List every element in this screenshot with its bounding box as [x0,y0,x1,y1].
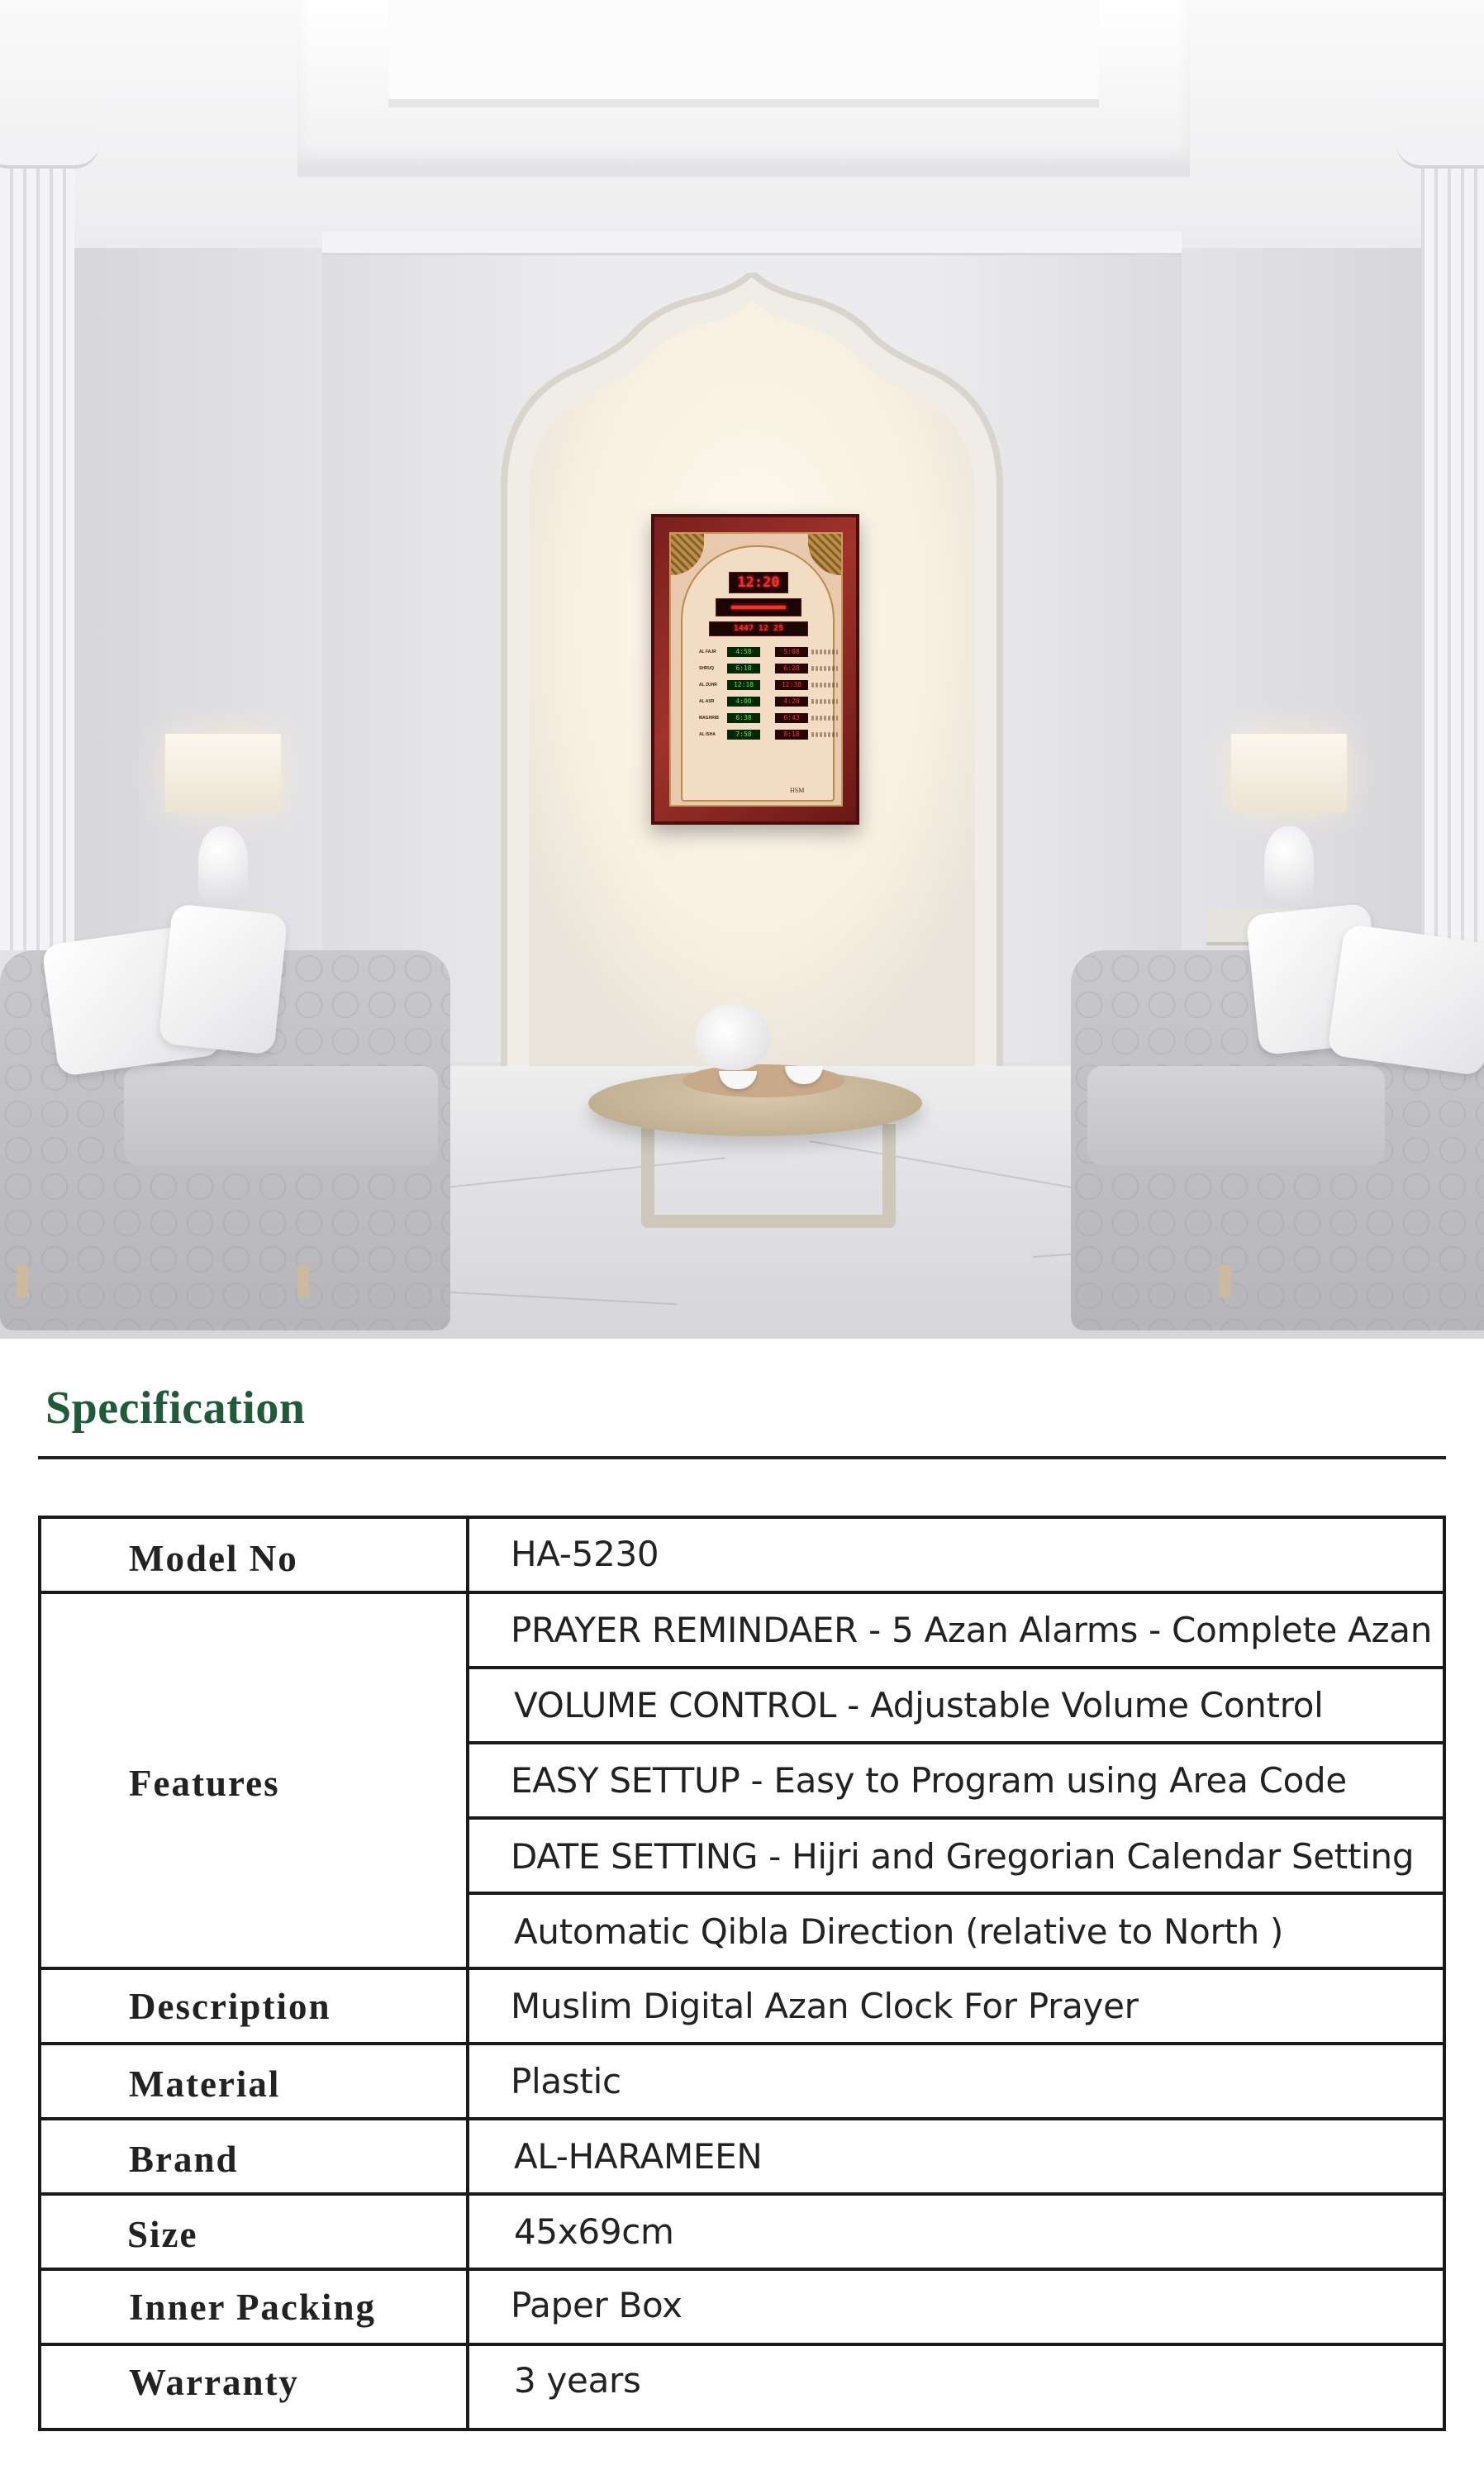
iqama-time-display: 5:08 [775,647,808,657]
column-right [1421,124,1484,950]
value-inner-packing: Paper Box [511,2285,683,2325]
prayer-row [699,679,838,691]
sofa-right [1071,901,1484,1314]
prayer-row [699,646,838,658]
label-size: Size [127,2214,198,2255]
label-warranty: Warranty [129,2362,299,2403]
column-right-capital [1396,124,1484,169]
iqama-time-display: 4:20 [775,697,808,707]
azan-time-display: 7:58 [727,730,760,740]
lamp-left-shade [165,734,281,812]
spec-divider [38,1456,1446,1459]
value-warranty: 3 years [514,2360,641,2401]
value-description: Muslim Digital Azan Clock For Prayer [511,1986,1139,2026]
arabic-prayer-label [811,699,838,704]
prayer-name: AL ISHA [699,732,716,737]
label-inner-packing: Inner Packing [129,2287,376,2328]
azan-time-display: 12:18 [727,680,760,690]
prayer-name: AL ASR [699,699,715,704]
label-material: Material [129,2063,281,2105]
column-divider [466,1519,469,2428]
sofa-left [0,901,463,1314]
prayer-name: MAGHRIB [699,716,719,721]
pillow [1327,924,1484,1077]
azan-time-display: 4:58 [727,647,760,657]
arabic-prayer-label [811,666,838,671]
azan-time-display: 4:00 [727,697,760,707]
wall-cornice [322,231,1182,255]
iqama-time-display: 12:38 [775,680,808,690]
column-left [0,124,74,950]
value-brand: AL-HARAMEEN [514,2136,763,2177]
pillow [158,903,288,1055]
value-size: 45x69cm [514,2211,674,2252]
ornament-corner [671,534,704,575]
spec-title: Specification [45,1383,306,1434]
azan-time-display: 6:38 [727,713,760,723]
value-feature-5: Automatic Qibla Direction (relative to North ) [514,1911,1284,1952]
lamp-right-shade [1231,734,1347,812]
spec-table [38,1516,1446,2431]
label-model-no: Model No [129,1538,298,1579]
clock-time-display: 12:20 [729,572,788,593]
prayer-name: AL FAJR [699,650,716,654]
prayer-row [699,729,838,740]
iqama-time-display: 6:28 [775,664,808,673]
hijri-month-display [716,598,801,616]
prayer-name: AL ZUHR [699,683,717,688]
arabic-prayer-label [811,732,838,737]
prayer-row [699,696,838,707]
brand-mark: HSM [790,787,805,794]
value-feature-1: PRAYER REMINDAER - 5 Azan Alarms - Complete Azan [511,1610,1433,1650]
value-model-no: HA-5230 [511,1534,659,1574]
side-wall-left [50,248,331,992]
prayer-name: SHRUQ [699,666,715,671]
hijri-date-display: 1447 12 25 [709,621,808,636]
prayer-row [699,712,838,724]
teapot [696,1004,770,1070]
azan-time-display: 6:18 [727,664,760,673]
coffee-table-base [641,1124,896,1228]
ceiling-tray-inner [388,0,1099,107]
iqama-time-display: 6:43 [775,713,808,723]
value-feature-3: EASY SETTUP - Easy to Program using Area Code [511,1760,1347,1801]
arabic-prayer-label [811,716,838,721]
lamp-right-base [1264,826,1314,905]
value-feature-2: VOLUME CONTROL - Adjustable Volume Control [514,1685,1324,1725]
label-description: Description [129,1986,331,2027]
lamp-left-base [198,826,248,905]
value-material: Plastic [511,2061,621,2101]
arabic-prayer-label [811,650,838,654]
azan-clock [651,514,859,825]
prayer-row [699,663,838,674]
label-brand: Brand [129,2139,239,2180]
arabic-prayer-label [811,683,838,688]
label-features: Features [129,1763,280,1804]
iqama-time-display: 8:18 [775,730,808,740]
column-left-capital [0,124,99,169]
value-feature-4: DATE SETTING - Hijri and Gregorian Calendar Setting [511,1836,1415,1877]
